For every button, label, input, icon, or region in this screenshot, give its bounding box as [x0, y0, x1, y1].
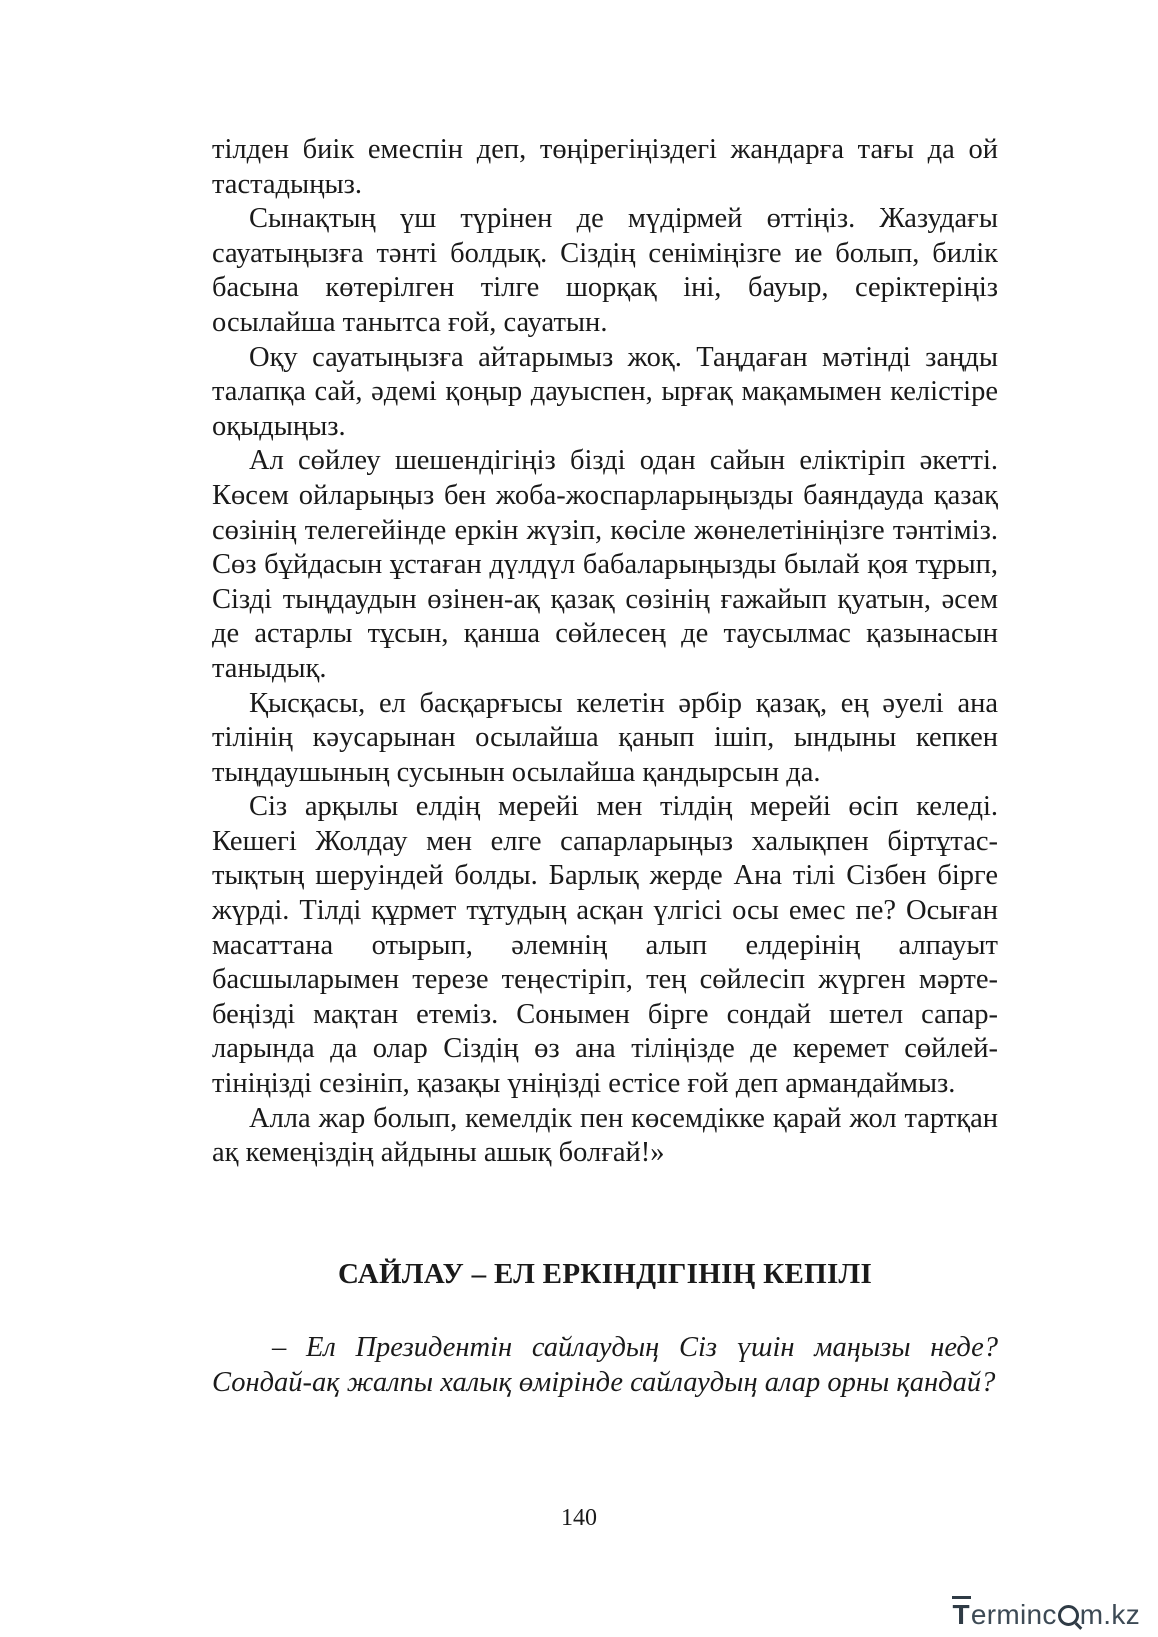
section-heading: САЙЛАУ – ЕЛ ЕРКІНДІГІНІҢ КЕПІЛІ	[337, 1257, 873, 1290]
paragraph-4: Ал сөйлеу шешендігіңіз бізді одан сайын еліктіріп әкетті. Көсем ойларыңыз бен жоба-жоспарларыңызды баяндауда қазақ сөзінің телегейінде еркін жүзіп, көсіле жөнелетініңізге тәнтіміз. Сөз бұйдасын ұстаған дүлдүл бабаларыңызды былай қоя тұрып, Сізді тыңдаудын өзінен-ақ қазақ сөзінің ғажайып қуатын, әсем де астарлы тұсын, қанша сөйлесең де таусылмас қазынасын таныдық.	[212, 445, 998, 684]
paragraph-2: Сынақтың үш түрінен де мүдірмей өттіңіз. Жазудағы сауатыңызға тәнті болдық. Сіздің сеніміңізге ие болып, билік басына көтерілген тілге шорқақ іні, бауыр, серіктеріңіз осылайша танытса ғой, сауатын.	[212, 203, 998, 338]
interview-question: – Ел Президентін сайлаудың Сіз үшін маңызы неде? Сондай-ақ жалпы халық өмірінде сайлаудың алар орны қандай?	[212, 1331, 998, 1398]
paragraph-3: Оқу сауатыңызға айтарымыз жоқ. Таңдаған мәтінді заңды талапқа сай, әдемі қоңыр дауыспен, ырғақ мақамымен келістіре оқыдыңыз.	[212, 341, 998, 442]
watermark-text-part1: erminc	[970, 1599, 1057, 1630]
page-body	[212, 133, 998, 1400]
paragraph-7: Алла жар болып, кемелдік пен көсемдікке қарай жол тартқан ақ кемеңіздің айдыны ашық болғай!»	[212, 1102, 998, 1169]
watermark-logo	[952, 1596, 1140, 1631]
paragraph-6: Сіз арқылы елдің мерейі мен тілдің мерейі өсіп келеді. Кешегі Жолдау мен елге сапарларыңыз халықпен біртұтас-тықтың шеруіндей болды. Барлық жерде Ана тілі Сізбен бірге жүрді. Тілді құрмет тұтудың асқан үлгісі осы емес пе? Осыған масаттана отырып, әлемнің алып елдерінің алпауыт басшыларымен терезе теңестіріп, тең сөйлесіп жүрген мәрте-беңізді мақтан етеміз. Сонымен бірге сондай шетел сапар-ларында да олар Сіздің өз ана тіліңізде де керемет сөйлей-тініңізді сезініп, қазақы үніңізді естісе ғой деп армандаймыз.	[212, 791, 998, 1100]
watermark-t-letter: T	[952, 1596, 970, 1631]
magnifier-icon	[1058, 1605, 1079, 1626]
watermark-text-part2: m.kz	[1079, 1599, 1140, 1630]
paragraph-1: тілден биік емеспін деп, төңірегіңіздегі жандарға тағы да ой тастадыңыз.	[212, 134, 998, 200]
page-number: 140	[561, 1505, 597, 1531]
paragraph-5: Қысқасы, ел басқарғысы келетін әрбір қазақ, ең әуелі ана тілінің кәусарынан осылайша қанып ішіп, ындыны кепкен тыңдаушының сусынын осылайша қандырсын да.	[212, 687, 998, 788]
